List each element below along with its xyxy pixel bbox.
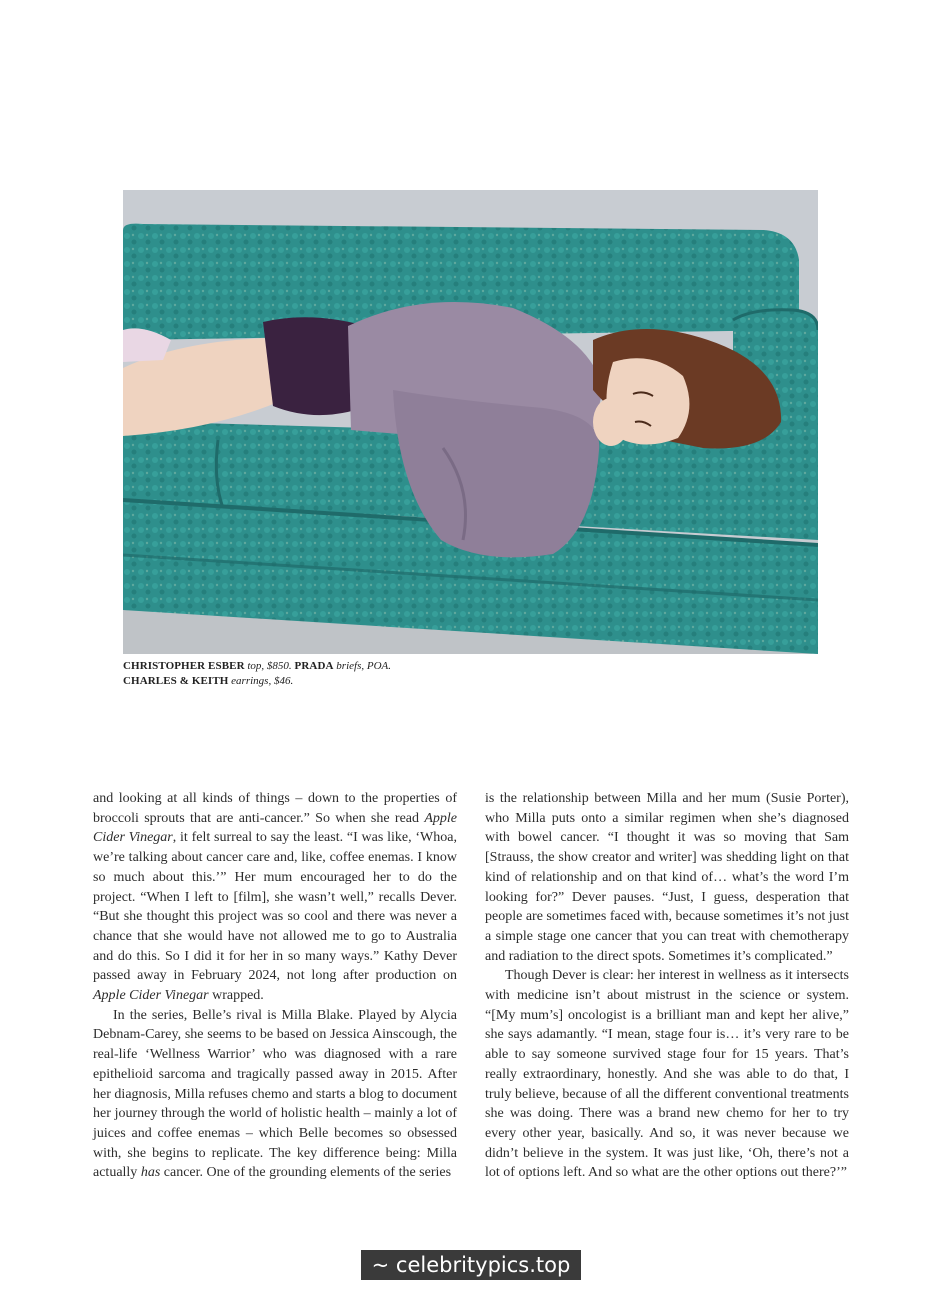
watermark: ~ celebritypics.top ~ <box>361 1250 581 1280</box>
body-text: In the series, Belle’s rival is Milla Blake. Played by Alycia Debnam-Carey, she seems to be based on Jessica Ainscough, the real-life ‘Wellness Warrior’ who was diagnosed with a rare epithelioid sarcoma and tragically passed away in 2015. After her diagnosis, Milla refuses chemo and starts a blog to document her journey through the world of holistic health – mainly a lot of juices and coffee enemas – which Belle becomes so obsessed with, she begins to replicate. The key difference being: Milla actually <box>93 1007 457 1181</box>
photo-caption <box>123 659 623 689</box>
caption-item: top, $850. <box>244 660 292 672</box>
body-column-right <box>485 789 849 1183</box>
title-italic: Apple Cider Vinegar <box>93 810 457 846</box>
body-text: cancer. One of the grounding elements of the series <box>160 1165 452 1181</box>
body-paragraph <box>93 1006 457 1183</box>
body-column-left <box>93 789 457 1183</box>
body-text: wrapped. <box>208 988 264 1004</box>
editorial-photo <box>123 190 818 654</box>
caption-line-1 <box>123 659 623 674</box>
caption-brand: CHARLES & KEITH <box>123 675 229 687</box>
emphasis-italic: has <box>140 1165 161 1181</box>
caption-line-2 <box>123 674 623 689</box>
caption-item: briefs, POA. <box>333 660 391 672</box>
body-paragraph <box>93 789 457 1006</box>
title-italic: Apple Cider Vinegar <box>93 988 209 1004</box>
body-paragraph: is the relationship between Milla and her mum (Susie Porter), who Milla puts onto a similar regimen when she’s diagnosed with bowel cancer. “I thought it was so moving that Sam [Strauss, the show creator and writer] was shedding light on that kind of relationship and on that kind of… what’s the word I’m looking for?” Dever pauses. “Just, I guess, desperation that people are sometimes faced with, because sometimes it’s not just a simple stage one cancer that you can treat with chemotherapy and radiation to the direct spots. Sometimes it’s complicated.” <box>485 791 849 964</box>
caption-brand: PRADA <box>291 660 334 672</box>
body-text: and looking at all kinds of things – down to the properties of broccoli sprouts that are anti-cancer.” So when she read <box>93 791 457 826</box>
body-paragraph: Though Dever is clear: her interest in wellness as it intersects with medicine isn’t about mistrust in the science or system. “[My mum’s] oncologist is a brilliant man and kept her alive,” she says adamantly. “I mean, stage four is… it’s very rare to be able to say someone survived stage four for 15 years. That’s really extraordinary, honestly. And she was able to do that, I truly believe, because of all the different conventional treatments she was doing. There was a brand new chemo for her to try every other year, basically. And so, it was never because we didn’t believe in the system. It was just like, ‘Oh, there’s not a lot of options left. And so what are the other options out there?’” <box>485 968 849 1181</box>
caption-brand: CHRISTOPHER ESBER <box>123 660 245 672</box>
body-text: , it felt surreal to say the least. “I was like, ‘Whoa, we’re talking about cancer care and, like, coffee enemas. I know so much about this.’” Her mum encouraged her to do the project. “When I left to [film], she wasn’t well,” recalls Dever. “But she thought this project was so cool and there was never a chance that she would have not allowed me to go to Australia and do this. So I did it for her in so many ways.” Kathy Dever passed away in February 2024, not long after production on <box>93 830 457 984</box>
caption-item: earrings, $46. <box>228 675 294 687</box>
woman-on-couch-photo-icon <box>123 190 818 654</box>
